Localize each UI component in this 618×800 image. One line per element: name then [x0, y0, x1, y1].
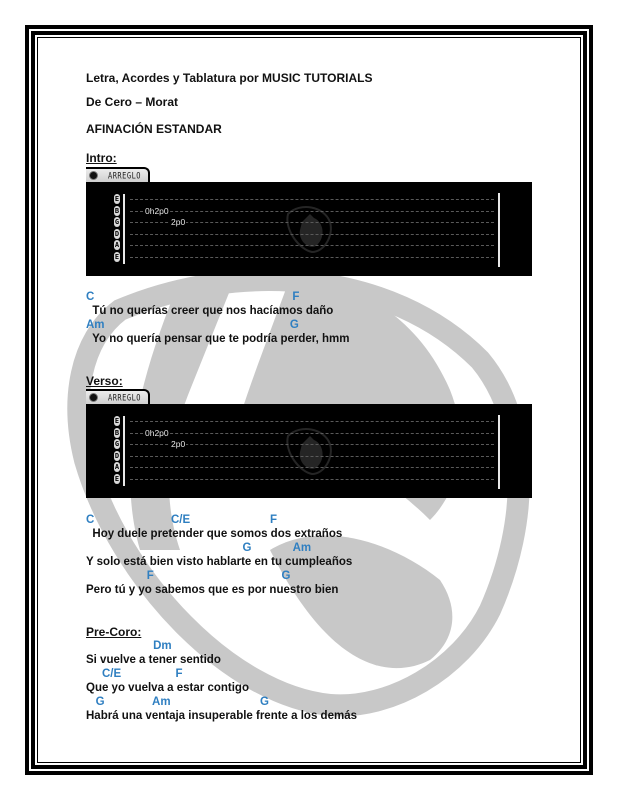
tab-header	[86, 389, 532, 404]
tab-title: ARREGLO	[108, 392, 142, 403]
pick-icon	[89, 393, 98, 402]
string-row	[114, 462, 494, 474]
string-line	[130, 211, 494, 212]
string-row	[114, 439, 494, 451]
string-label: D	[114, 451, 120, 460]
string-label: E	[114, 417, 120, 425]
string-label: G	[114, 218, 120, 226]
end-bar	[498, 415, 500, 489]
chord-line: G Am G	[86, 696, 269, 708]
string-list	[114, 194, 494, 263]
string-row	[114, 229, 494, 241]
string-list	[114, 416, 494, 485]
string-line	[130, 467, 494, 468]
chord-line: G Am	[86, 542, 312, 554]
lyric-line: Yo no quería pensar que te podría perder, hmm	[86, 333, 350, 345]
chord-line: C F	[86, 291, 300, 303]
credit-line: Letra, Acordes y Tablatura por MUSIC TUTORIALS	[86, 71, 373, 85]
string-label: E	[114, 474, 120, 483]
string-label: B	[114, 428, 120, 437]
section-title-precoro: Pre-Coro:	[86, 625, 142, 639]
fret-note: 0h2p0	[145, 427, 169, 438]
nut-bar	[123, 194, 125, 264]
lyric-line: Que yo vuelva a estar contigo	[86, 682, 249, 694]
string-label: G	[114, 440, 120, 448]
chord-line: F G	[86, 570, 291, 582]
string-line	[130, 199, 494, 200]
string-row	[114, 428, 494, 440]
arreglo-tab[interactable]	[86, 389, 150, 404]
string-line	[130, 479, 494, 480]
string-line	[130, 234, 494, 235]
section-title-verso: Verso:	[86, 374, 123, 388]
string-label: A	[114, 463, 120, 471]
fret-note: 2p0	[171, 217, 186, 227]
string-row	[114, 206, 494, 218]
tablature	[86, 182, 532, 276]
string-row	[114, 474, 494, 486]
string-row	[114, 416, 494, 428]
string-row	[114, 252, 494, 264]
string-label: E	[114, 195, 120, 203]
string-label: A	[114, 241, 120, 249]
string-row	[114, 194, 494, 206]
string-line	[130, 456, 494, 457]
string-label: B	[114, 206, 120, 215]
string-line	[130, 421, 494, 422]
lyric-line: Si vuelve a tener sentido	[86, 654, 221, 666]
section-title-intro: Intro:	[86, 151, 117, 165]
string-row	[114, 240, 494, 252]
tab-widget-intro	[86, 167, 532, 276]
string-row	[114, 451, 494, 463]
chord-line: Dm	[86, 640, 172, 652]
nut-bar	[123, 416, 125, 486]
tab-widget-verso	[86, 389, 532, 498]
string-line	[130, 245, 494, 246]
string-line	[130, 257, 494, 258]
chord-line: C C/E F	[86, 514, 278, 526]
tab-header	[86, 167, 532, 182]
tuning-label: AFINACIÓN ESTANDAR	[86, 122, 222, 136]
fret-note: 0h2p0	[145, 205, 169, 216]
string-row	[114, 217, 494, 229]
chord-line: C/E F	[86, 668, 183, 680]
tablature	[86, 404, 532, 498]
song-title: De Cero – Morat	[86, 95, 179, 109]
lyric-line: Habrá una ventaja insuperable frente a los demás	[86, 710, 357, 722]
string-label: E	[114, 252, 120, 261]
lyric-line: Hoy duele pretender que somos dos extraños	[86, 528, 343, 540]
arreglo-tab[interactable]	[86, 167, 150, 182]
lyric-line: Pero tú y yo sabemos que es por nuestro bien	[86, 584, 339, 596]
string-label: D	[114, 229, 120, 238]
string-line	[130, 433, 494, 434]
pick-icon	[89, 171, 98, 180]
fret-note: 2p0	[171, 439, 186, 449]
chord-line: Am G	[86, 319, 299, 331]
end-bar	[498, 193, 500, 267]
lyric-line: Tú no querías creer que nos hacíamos daño	[86, 305, 334, 317]
tab-title: ARREGLO	[108, 170, 142, 181]
lyric-line: Y solo está bien visto hablarte en tu cumpleaños	[86, 556, 353, 568]
